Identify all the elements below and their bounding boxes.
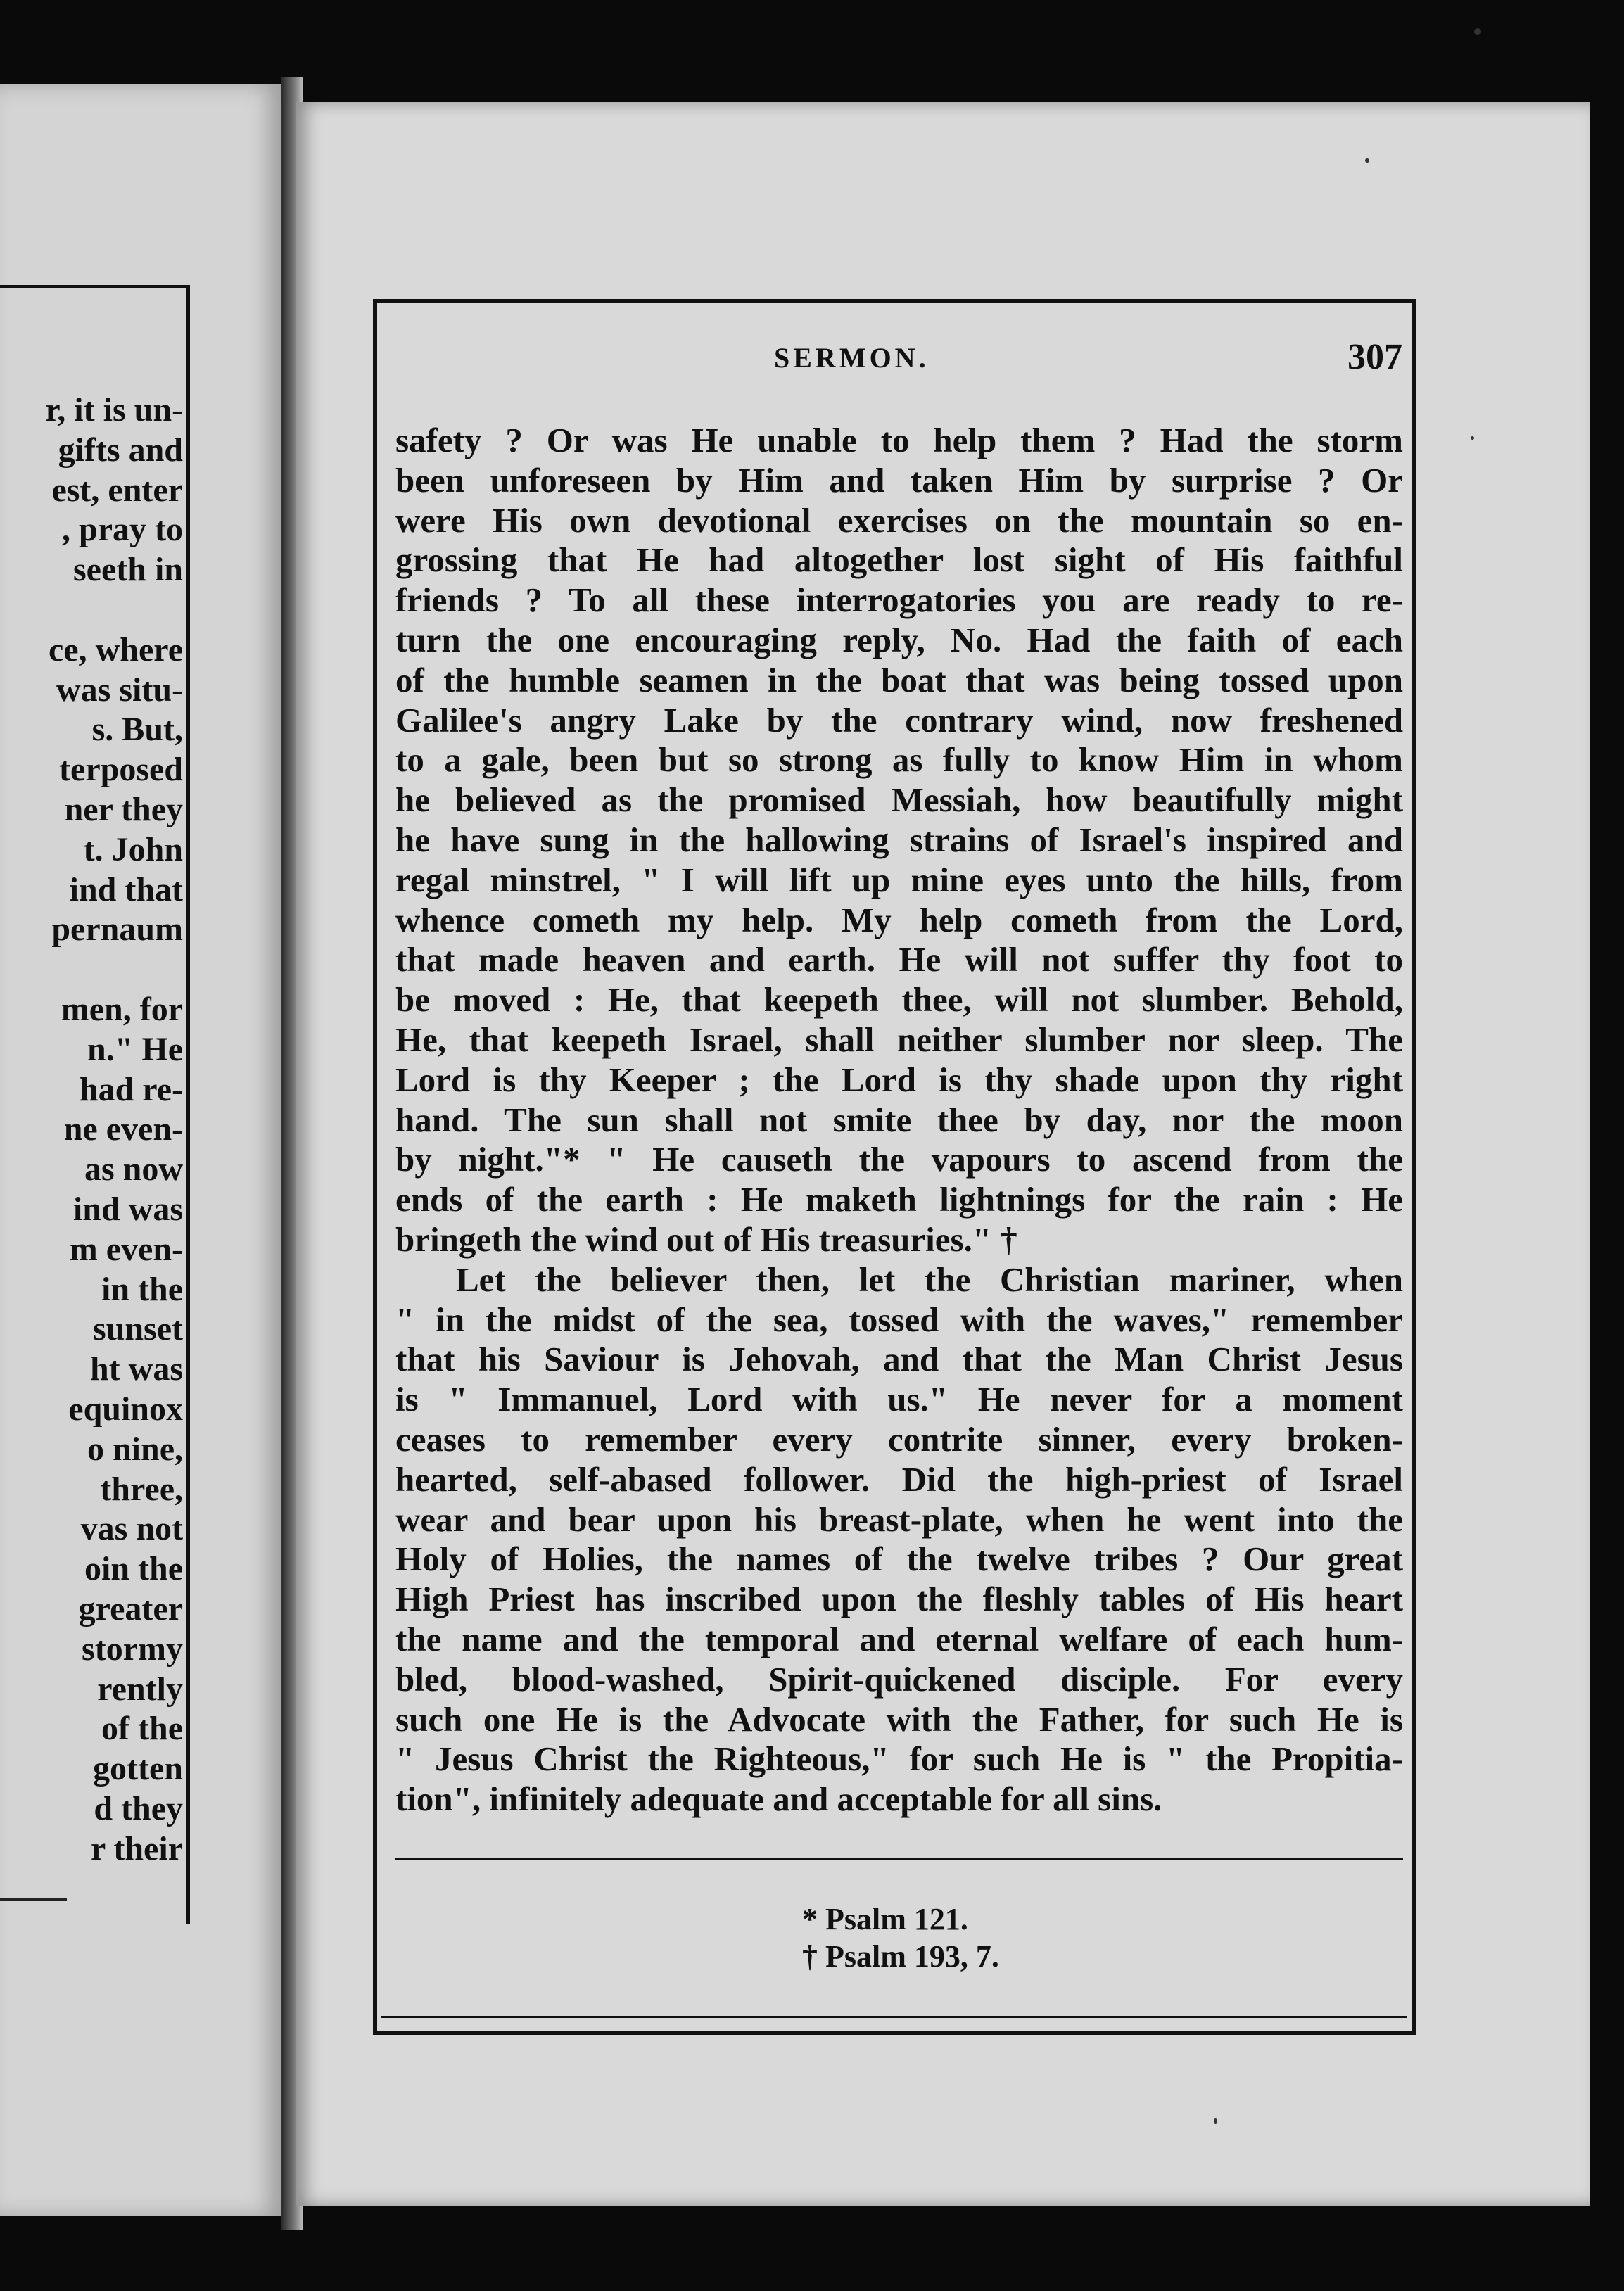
left-line: r their <box>90 1829 183 1867</box>
text-line: Galilee's angry Lake by the contrary wind, now freshened <box>395 700 1403 740</box>
text-line: safety ? Or was He unable to help them ? Had the storm <box>395 421 1403 459</box>
left-line: ind that <box>69 870 183 908</box>
left-line: , pray to <box>62 511 183 549</box>
left-page-bottom-rule <box>0 1898 67 1901</box>
text-line: hearted, self-abased follower. Did the high-priest of Israel <box>395 1459 1403 1499</box>
left-line: men, for <box>61 990 183 1028</box>
left-line: ind was <box>72 1190 183 1228</box>
text-line: that made heaven and earth. He will not suffer thy foot to <box>395 940 1403 979</box>
text-line: turn the one encouraging reply, No. Had the faith of each <box>395 620 1403 659</box>
text-line: to a gale, been but so strong as fully to know Him in whom <box>395 740 1403 780</box>
text-line: he believed as the promised Messiah, how beautifully might <box>395 780 1403 820</box>
left-page-border-rule <box>186 285 190 1924</box>
text-line: friends ? To all these interrogatories you are ready to re- <box>395 580 1403 620</box>
text-line: were His own devotional exercises on the mountain so en- <box>395 500 1403 540</box>
text-line: grossing that He had altogether lost sight of His faithful <box>395 540 1403 580</box>
left-line: n." He <box>87 1030 183 1068</box>
left-line: ce, where <box>48 630 183 668</box>
text-line: bringeth the wind out of His treasuries." † <box>395 1219 1017 1259</box>
left-page-text <box>0 391 183 1869</box>
left-line: r, it is un- <box>45 391 183 429</box>
running-head: SERMON. <box>774 342 930 374</box>
left-line: had re- <box>79 1070 183 1108</box>
left-line: ht was <box>89 1350 183 1388</box>
text-line: be moved : He, that keepeth thee, will not slumber. Behold, <box>395 980 1403 1020</box>
footnote: † Psalm 193, 7. <box>802 1939 999 1974</box>
text-line: " Jesus Christ the Righteous," for such He is " the Propitia- <box>395 1739 1403 1779</box>
left-line: ner they <box>64 790 183 828</box>
left-line: stormy <box>82 1630 183 1668</box>
left-line: seeth in <box>73 551 183 589</box>
left-line: est, enter <box>51 471 183 509</box>
text-line: High Priest has inscribed upon the fleshly tables of His heart <box>395 1580 1403 1619</box>
text-line: regal minstrel, " I will lift up mine eyes unto the hills, from <box>395 860 1403 899</box>
left-line: terposed <box>59 751 183 789</box>
text-line: " in the midst of the sea, tossed with the waves," remember <box>395 1300 1403 1339</box>
left-line: o nine, <box>87 1430 183 1468</box>
text-line: whence cometh my help. My help cometh from the Lord, <box>395 900 1403 939</box>
text-line: He, that keepeth Israel, shall neither slumber nor sleep. The <box>395 1020 1403 1059</box>
text-line: been unforeseen by Him and taken Him by surprise ? Or <box>395 460 1403 500</box>
left-line: gotten <box>93 1750 183 1788</box>
left-line <box>0 590 183 630</box>
left-line: oin the <box>84 1550 183 1588</box>
text-line: he have sung in the hallowing strains of Israel's inspired and <box>395 820 1403 859</box>
left-line: equinox <box>68 1390 183 1428</box>
left-line: pernaum <box>51 910 183 948</box>
left-page-top-rule <box>0 285 190 288</box>
text-line: that his Saviour is Jehovah, and that the Man Christ Jesus <box>395 1340 1403 1379</box>
text-line: ends of the earth : He maketh lightnings for the rain : He <box>395 1180 1403 1219</box>
page-frame-inner-rule <box>381 2016 1407 2018</box>
text-line: by night."* " He causeth the vapours to ascend from the <box>395 1140 1403 1179</box>
left-line: gifts and <box>58 431 183 469</box>
left-line: s. But, <box>91 711 183 749</box>
left-line: sunset <box>92 1310 183 1348</box>
text-line: Holy of Holies, the names of the twelve tribes ? Our great <box>395 1540 1403 1579</box>
footnote-rule <box>395 1858 1403 1860</box>
text-line: is " Immanuel, Lord with us." He never for a moment <box>395 1380 1403 1419</box>
left-line: as now <box>84 1150 183 1188</box>
left-line: ne even- <box>63 1110 183 1148</box>
text-line: the name and the temporal and eternal welfare of each hum- <box>395 1619 1403 1658</box>
left-line <box>0 950 183 990</box>
left-line: was situ- <box>56 671 183 709</box>
left-line: greater <box>78 1589 183 1627</box>
left-line: m even- <box>69 1230 183 1268</box>
left-line: in the <box>101 1270 183 1308</box>
text-line: such one He is the Advocate with the Father, for such He is <box>395 1699 1403 1739</box>
left-line: rently <box>97 1670 183 1708</box>
text-line: bled, blood-washed, Spirit-quickened disciple. For every <box>395 1659 1403 1699</box>
text-line: wear and bear upon his breast-plate, when he went into the <box>395 1499 1403 1539</box>
left-line: of the <box>101 1710 183 1748</box>
text-line: tion", infinitely adequate and acceptable for all sins. <box>395 1779 1162 1819</box>
left-line: vas not <box>80 1510 183 1548</box>
text-line: ceases to remember every contrite sinner, every broken- <box>395 1419 1403 1459</box>
left-line: d they <box>94 1789 183 1827</box>
left-line: three, <box>100 1470 183 1508</box>
text-line: Lord is thy Keeper ; the Lord is thy shade upon thy right <box>395 1060 1403 1099</box>
body-text <box>395 421 1403 1820</box>
text-line: of the humble seamen in the boat that was being tossed upon <box>395 660 1403 699</box>
page-number: 307 <box>1347 337 1402 377</box>
footnote: * Psalm 121. <box>802 1902 968 1936</box>
left-line: t. John <box>83 830 183 868</box>
paragraph-first-line: Let the believer then, let the Christian mariner, when <box>456 1259 1403 1299</box>
text-line: hand. The sun shall not smite thee by day, nor the moon <box>395 1100 1403 1139</box>
